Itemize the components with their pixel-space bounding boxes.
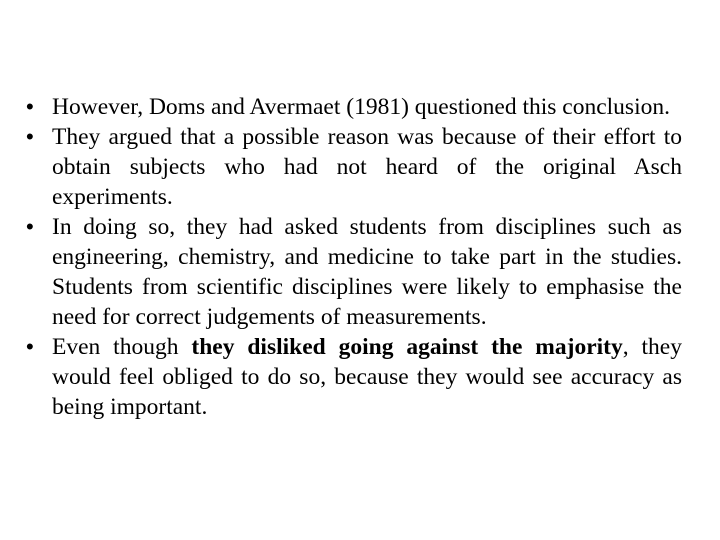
bullet-text-after: , they would feel obliged to do so, because they would see accuracy as being important. xyxy=(52,334,682,420)
bullet-text: However, Doms and Avermaet (1981) questioned this conclusion. xyxy=(52,94,670,120)
bullet-text-emphasis: they disliked going against the majority xyxy=(191,334,623,360)
bullet-marker: • xyxy=(26,334,34,359)
bullet-marker: • xyxy=(26,94,34,119)
bullet-text: In doing so, they had asked students from disciplines such as engineering, chemistry, and medicine to take part in the studies. Students from scientific disciplines were likely to emphasise the need for correct judgements of measurements. xyxy=(52,214,682,330)
bullet-item-doms-avermaet xyxy=(26,92,682,122)
bullet-text: They argued that a possible reason was because of their effort to obtain subjects who had not heard of the original Asch experiments. xyxy=(52,124,682,210)
bullet-item-majority xyxy=(26,332,682,422)
bullet-text-before: Even though xyxy=(52,334,192,360)
bullet-marker: • xyxy=(26,214,34,239)
bullet-list xyxy=(26,92,682,422)
bullet-marker: • xyxy=(26,124,34,149)
bullet-item-disciplines xyxy=(26,212,682,332)
bullet-item-possible-reason xyxy=(26,122,682,212)
